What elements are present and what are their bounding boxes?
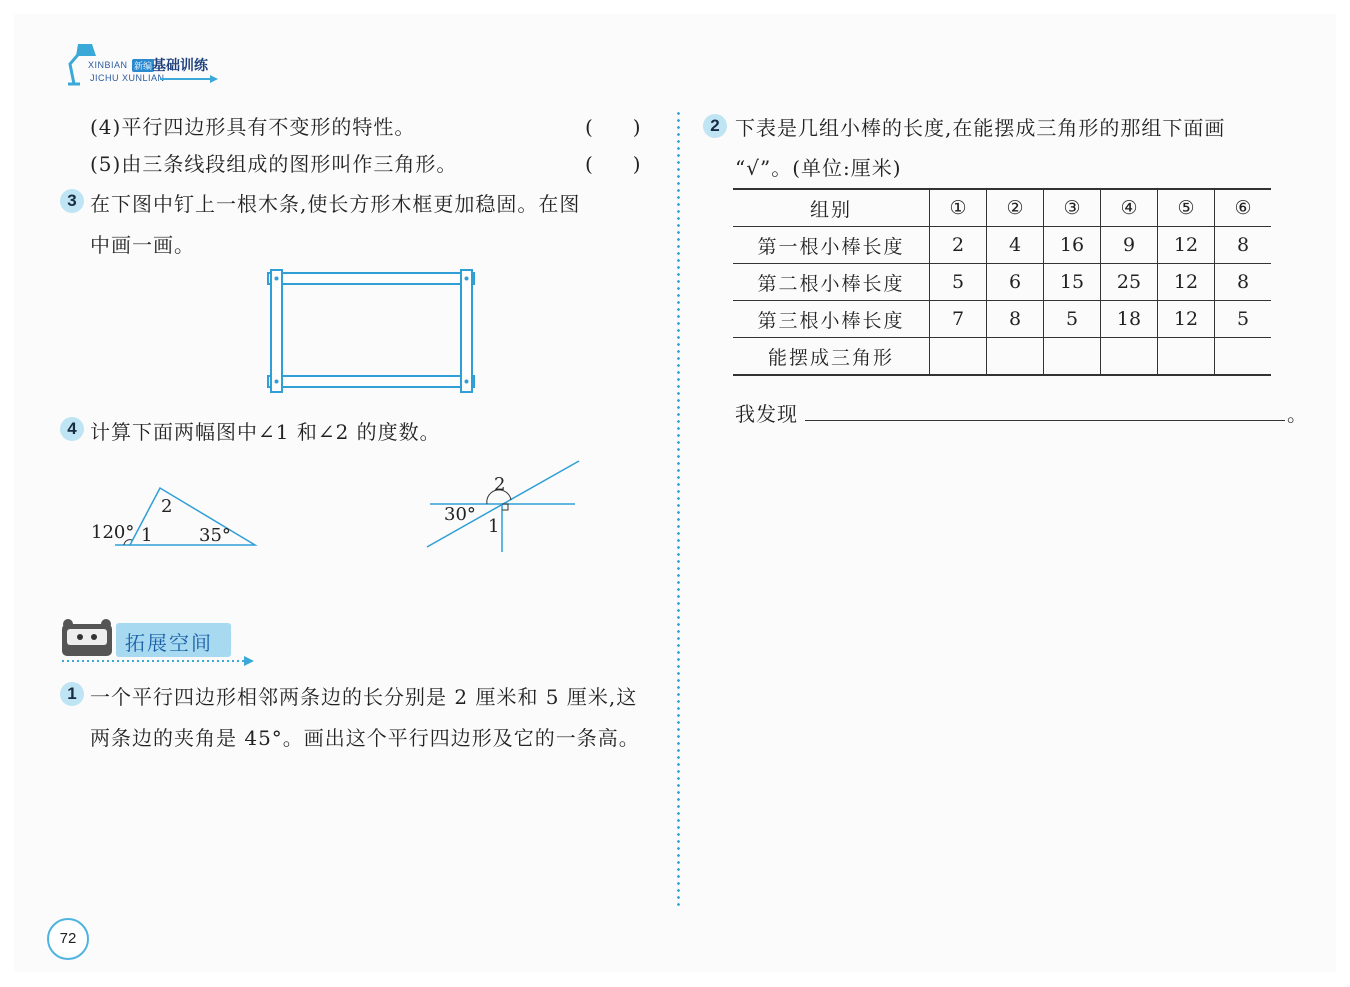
fig1-label-2: 2 <box>161 496 173 517</box>
logo-en-bottom: JICHU XUNLIAN <box>90 73 165 83</box>
question-3-line-2: 中画一画。 <box>90 233 195 257</box>
extension-question-1-line-2: 两条边的夹角是 45°。画出这个平行四边形及它的一条高。 <box>90 726 640 750</box>
finding-answer-line[interactable] <box>805 420 1285 421</box>
table-header-row <box>733 189 1271 227</box>
row-label: 能摆成三角形 <box>733 338 930 376</box>
answer-cell[interactable] <box>1044 338 1101 376</box>
table-cell: 4 <box>987 227 1044 264</box>
table-cell: 5 <box>1044 301 1101 338</box>
table-cell: 9 <box>1101 227 1158 264</box>
table-header-cell: ② <box>987 189 1044 227</box>
table-header-cell: ① <box>930 189 987 227</box>
question-2-line-1: 下表是几组小棒的长度,在能摆成三角形的那组下面画 <box>735 116 1226 140</box>
answer-bracket-4[interactable]: ( ) <box>585 115 641 139</box>
answer-cell[interactable] <box>1215 338 1272 376</box>
fig2-label-1: 1 <box>488 516 500 537</box>
table-cell: 7 <box>930 301 987 338</box>
finding-end-mark: 。 <box>1287 402 1308 426</box>
dotted-underline <box>60 656 260 666</box>
table-cell: 12 <box>1158 227 1215 264</box>
answer-cell[interactable] <box>987 338 1044 376</box>
fig1-angle-35: 35° <box>199 525 231 546</box>
table-cell: 8 <box>987 301 1044 338</box>
table-header-cell: ③ <box>1044 189 1101 227</box>
table-cell: 5 <box>930 264 987 301</box>
row-label: 第二根小棒长度 <box>733 264 930 301</box>
question-2-line-2: “√”。(单位:厘米) <box>735 156 902 180</box>
tablet-mascot-icon <box>60 618 114 658</box>
logo-en-top: XINBIAN <box>88 60 128 70</box>
rectangle-frame-figure[interactable] <box>266 268 478 394</box>
publisher-logo <box>62 40 222 88</box>
table-cell: 8 <box>1215 227 1272 264</box>
column-divider <box>677 110 680 908</box>
table-row-answer <box>733 338 1271 376</box>
table-cell: 5 <box>1215 301 1272 338</box>
extension-question-number-1: 1 <box>60 682 84 706</box>
table-header-cell: 组别 <box>733 189 930 227</box>
question-4-text: 计算下面两幅图中∠1 和∠2 的度数。 <box>90 420 441 444</box>
stick-length-table <box>733 188 1271 376</box>
table-cell: 12 <box>1158 264 1215 301</box>
table-cell: 18 <box>1101 301 1158 338</box>
logo-title: 基础训练 <box>152 58 208 74</box>
question-number-2: 2 <box>703 114 727 138</box>
question-3-line-1: 在下图中钉上一根木条,使长方形木框更加稳固。在图 <box>90 192 581 216</box>
page-number: 72 <box>47 918 89 960</box>
answer-cell[interactable] <box>1158 338 1215 376</box>
question-item-5: (5)由三条线段组成的图形叫作三角形。 <box>90 152 458 176</box>
fig2-label-2: 2 <box>494 474 506 495</box>
extension-title: 拓展空间 <box>125 631 213 655</box>
table-cell: 8 <box>1215 264 1272 301</box>
table-header-cell: ⑤ <box>1158 189 1215 227</box>
row-label: 第一根小棒长度 <box>733 227 930 264</box>
question-number-4: 4 <box>60 417 84 441</box>
row-label: 第三根小棒长度 <box>733 301 930 338</box>
finding-label: 我发现 <box>735 402 798 426</box>
fig1-label-1: 1 <box>141 525 153 546</box>
arrow-icon <box>160 75 220 83</box>
answer-bracket-5[interactable]: ( ) <box>585 152 641 176</box>
fig1-angle-120: 120° <box>91 522 135 543</box>
fig2-angle-30: 30° <box>444 504 476 525</box>
extension-question-1-line-1: 一个平行四边形相邻两条边的长分别是 2 厘米和 5 厘米,这 <box>90 685 638 709</box>
table-row <box>733 264 1271 301</box>
table-row <box>733 301 1271 338</box>
table-cell: 12 <box>1158 301 1215 338</box>
answer-cell[interactable] <box>1101 338 1158 376</box>
answer-cell[interactable] <box>930 338 987 376</box>
logo-tag: 新编 <box>132 59 154 72</box>
table-cell: 2 <box>930 227 987 264</box>
table-cell: 16 <box>1044 227 1101 264</box>
table-row <box>733 227 1271 264</box>
question-item-4: (4)平行四边形具有不变形的特性。 <box>90 115 416 139</box>
table-cell: 25 <box>1101 264 1158 301</box>
table-header-cell: ⑥ <box>1215 189 1272 227</box>
table-cell: 6 <box>987 264 1044 301</box>
table-header-cell: ④ <box>1101 189 1158 227</box>
table-cell: 15 <box>1044 264 1101 301</box>
question-number-3: 3 <box>60 189 84 213</box>
